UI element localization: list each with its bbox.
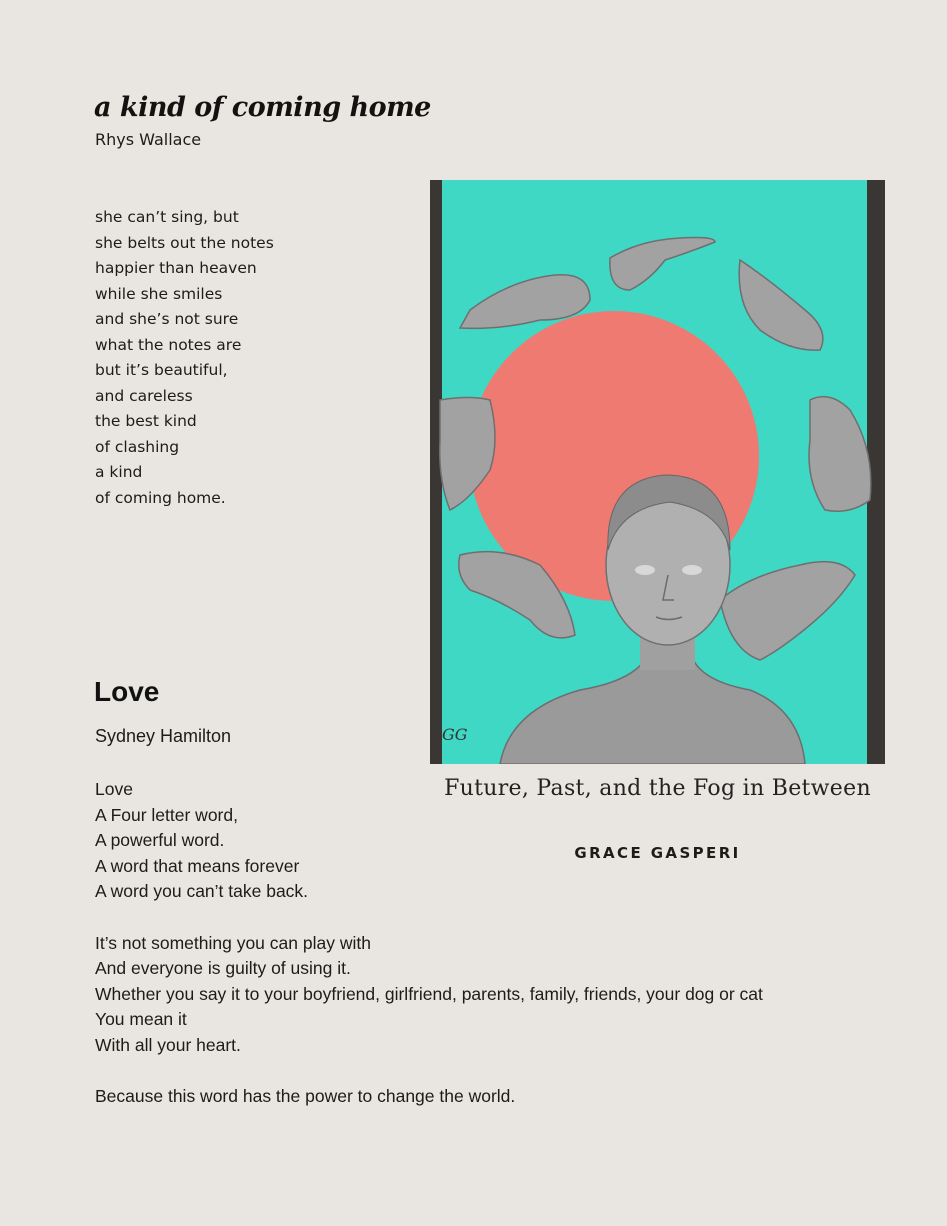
poem-line: It’s not something you can play with	[95, 932, 371, 953]
poem-line: she can’t sing, but	[95, 208, 239, 226]
artwork-caption: Future, Past, and the Fog in Between	[444, 776, 871, 801]
poem-line: the best kind	[95, 412, 197, 430]
poem-line: happier than heaven	[95, 259, 257, 277]
artist-signature: GG	[442, 725, 468, 744]
painting-illustration	[430, 180, 885, 764]
artwork-artist: GRACE GASPERI	[574, 844, 741, 862]
poem-line: while she smiles	[95, 284, 223, 303]
poem-author: Sydney Hamilton	[95, 726, 232, 746]
poem-body	[95, 205, 274, 511]
poem-line: A word you can’t take back.	[95, 881, 309, 902]
poem-title: Love	[94, 676, 160, 707]
poem-line: A Four letter word,	[95, 804, 238, 825]
poem-line: of coming home.	[95, 488, 226, 507]
poem-title: a kind of coming home	[94, 92, 431, 123]
poem-line: she belts out the notes	[95, 233, 274, 252]
stanza-break	[95, 1059, 763, 1085]
poem-line: With all your heart.	[95, 1034, 241, 1055]
poem-line: and careless	[95, 386, 193, 405]
poem-line: Love	[95, 779, 133, 799]
poem-line: Because this word has the power to change the world.	[95, 1086, 516, 1107]
poem-line: a kind	[95, 463, 143, 481]
poem-line: You mean it	[95, 1009, 187, 1030]
poem-line: A powerful word.	[95, 830, 225, 851]
stanza-break	[95, 905, 763, 931]
poem-body	[95, 777, 763, 1110]
poem-line: A word that means forever	[95, 855, 300, 876]
artwork-image	[430, 180, 885, 764]
poem-line: Whether you say it to your boyfriend, girlfriend, parents, family, friends, your dog or cat	[95, 983, 763, 1004]
poem-line: but it’s beautiful,	[95, 361, 228, 379]
poem-line: And everyone is guilty of using it.	[95, 958, 351, 979]
poem-author: Rhys Wallace	[95, 130, 202, 149]
poem-line: what the notes are	[95, 335, 242, 354]
poem-line: of clashing	[95, 437, 180, 456]
poem-line: and she’s not sure	[95, 310, 239, 328]
